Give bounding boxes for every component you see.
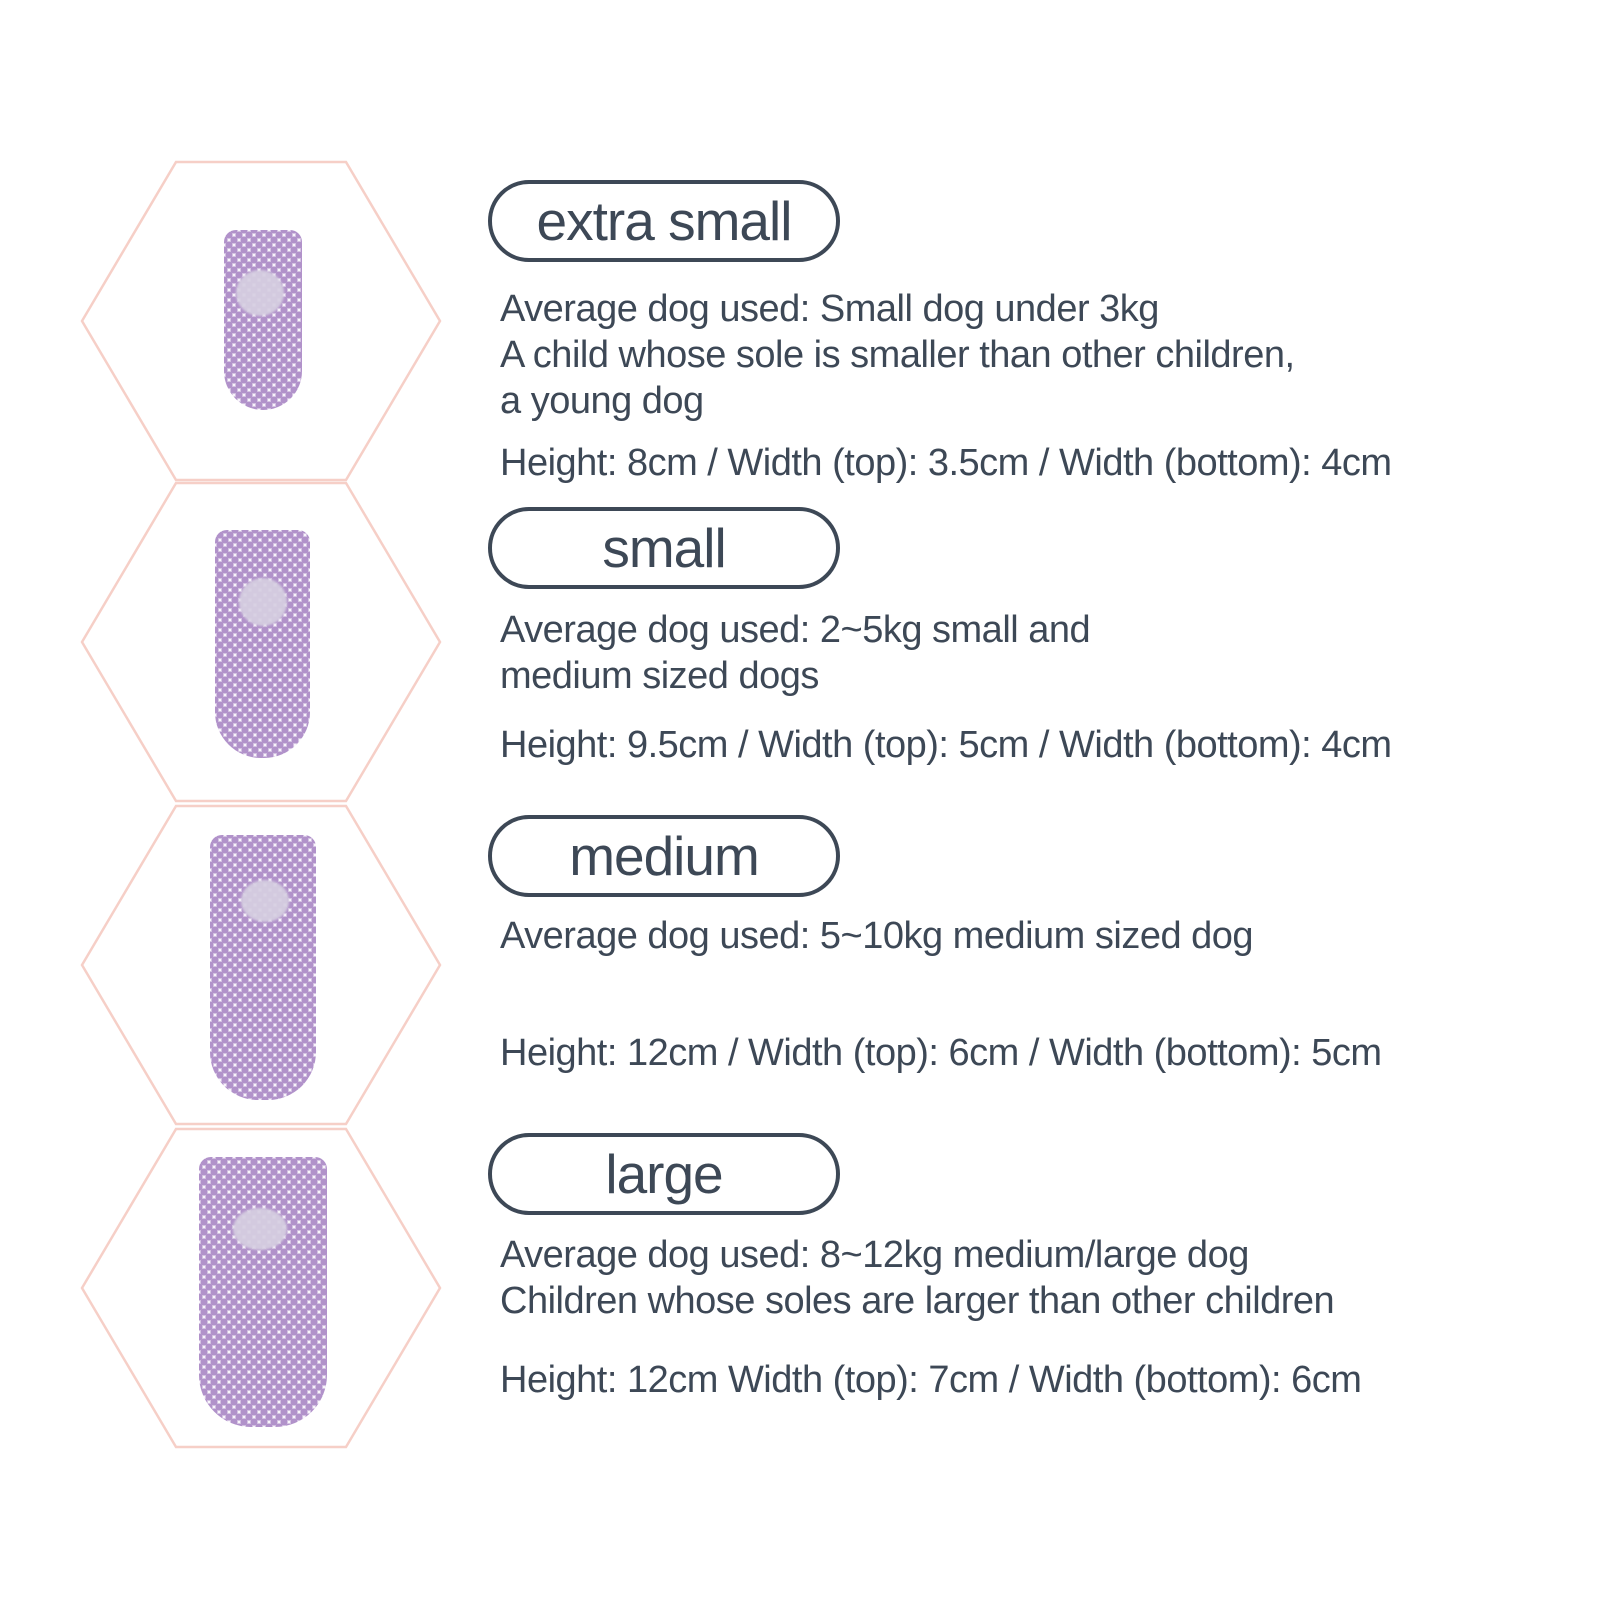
description-line: medium sized dogs [500, 655, 819, 697]
paw-pad-spot [233, 1208, 287, 1250]
sock-image-large [199, 1157, 327, 1427]
size-description-extra-small [500, 286, 1295, 424]
description-line: Average dog used: Small dog under 3kg [500, 288, 1159, 330]
sock-image-extra-small [224, 230, 302, 410]
size-description-small [500, 607, 1090, 699]
paw-pad-spot [239, 578, 287, 626]
description-line: a young dog [500, 380, 704, 422]
sock-image-medium [210, 835, 316, 1100]
size-pill-extra-small [488, 180, 840, 262]
size-label: extra small [536, 190, 792, 252]
description-line: Average dog used: 5~10kg medium sized dog [500, 915, 1254, 957]
size-pill-large [488, 1133, 840, 1215]
size-dimensions-extra-small: Height: 8cm / Width (top): 3.5cm / Width (bottom): 4cm [500, 442, 1392, 484]
size-dimensions-small: Height: 9.5cm / Width (top): 5cm / Width (bottom): 4cm [500, 724, 1392, 766]
size-label: small [602, 517, 726, 579]
description-line: Average dog used: 8~12kg medium/large dog [500, 1234, 1249, 1276]
size-dimensions-medium: Height: 12cm / Width (top): 6cm / Width (bottom): 5cm [500, 1032, 1382, 1074]
size-description-medium [500, 913, 1253, 959]
paw-pad-spot [241, 880, 289, 922]
description-line: Average dog used: 2~5kg small and [500, 609, 1091, 651]
size-label: medium [569, 825, 759, 887]
size-pill-medium [488, 815, 840, 897]
size-description-large [500, 1232, 1334, 1324]
size-dimensions-large: Height: 12cm Width (top): 7cm / Width (bottom): 6cm [500, 1359, 1362, 1401]
sock-image-small [215, 530, 310, 758]
size-label: large [605, 1143, 723, 1205]
description-line: Children whose soles are larger than other children [500, 1280, 1335, 1322]
description-line: A child whose sole is smaller than other children, [500, 334, 1295, 376]
size-pill-small [488, 507, 840, 589]
paw-pad-spot [236, 270, 284, 316]
